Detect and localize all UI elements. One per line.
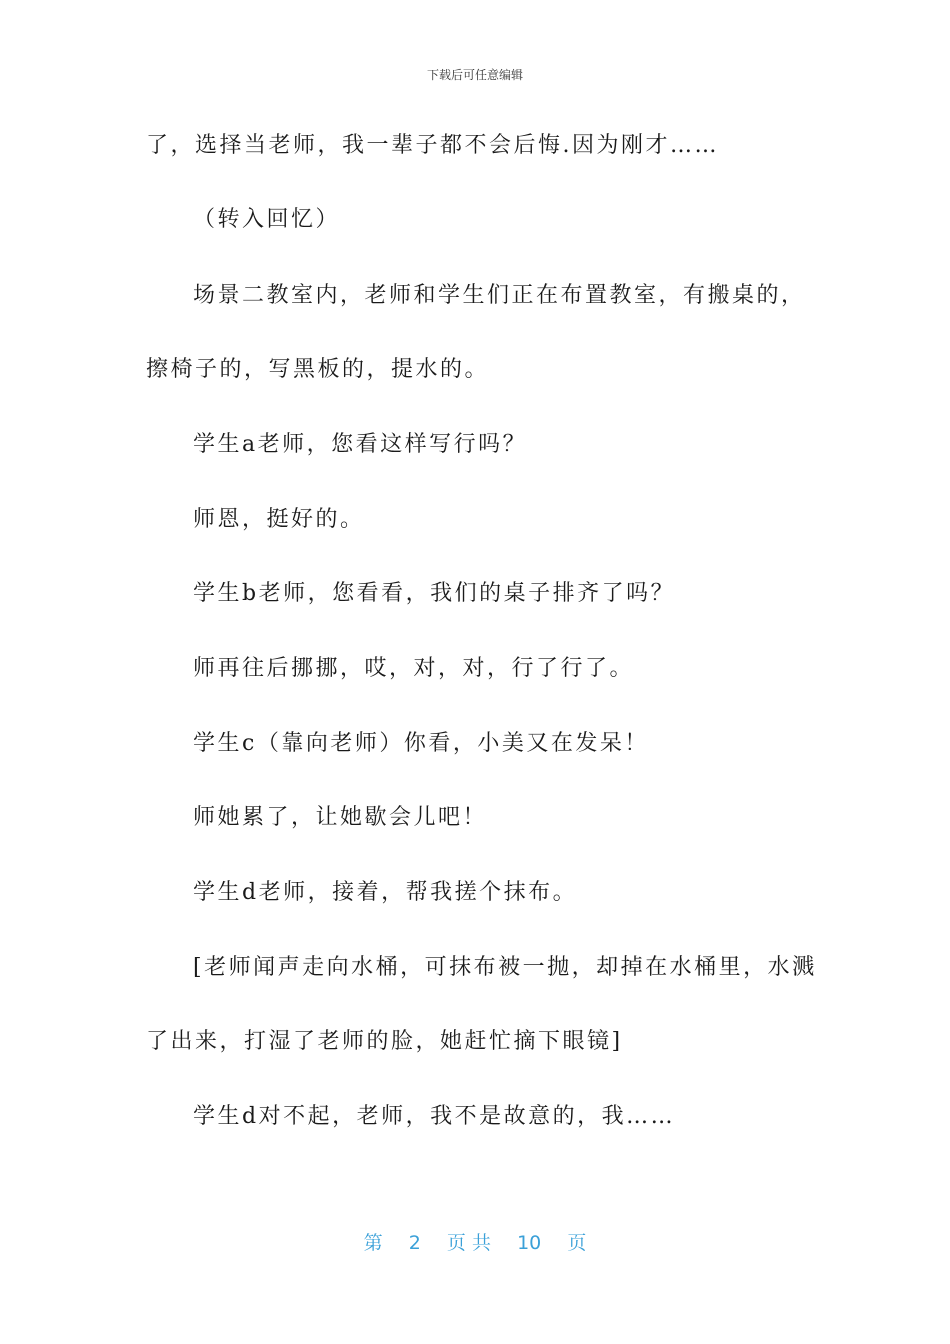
text-line: 擦椅子的，写黑板的，提水的。 (146, 357, 490, 382)
text-line: 学生a老师，您看这样写行吗？ (193, 432, 528, 457)
current-page-number: 2 (408, 1232, 421, 1254)
text-line: 学生d对不起，老师，我不是故意的，我…… (193, 1104, 676, 1129)
text-line: （转入回忆） (193, 207, 341, 232)
footer-middle: 页 共 (446, 1232, 491, 1254)
text-line: 学生c（靠向老师）你看，小美又在发呆！ (193, 731, 649, 756)
text-line: 学生d老师，接着，帮我搓个抹布。 (193, 880, 578, 905)
text-line: 师恩，挺好的。 (193, 507, 365, 532)
footer-suffix: 页 (567, 1232, 587, 1254)
page-footer (0, 1228, 950, 1255)
text-line: 了出来，打湿了老师的脸，她赶忙摘下眼镜] (146, 1029, 623, 1054)
page-header: 下载后可任意编辑 (426, 68, 523, 82)
text-line: 师再往后挪挪，哎，对，对，行了行了。 (193, 656, 635, 681)
text-line: 学生b老师，您看看，我们的桌子排齐了吗？ (193, 581, 676, 606)
text-line: 场景二教室内，老师和学生们正在布置教室，有搬桌的， (193, 283, 806, 308)
total-pages: 10 (517, 1232, 542, 1254)
text-line: 师她累了，让她歇会儿吧！ (193, 805, 488, 830)
text-line: 了，选择当老师，我一辈子都不会后悔.因为刚才…… (146, 133, 719, 158)
text-line: [老师闻声走向水桶，可抹布被一抛，却掉在水桶里，水溅 (193, 955, 817, 980)
footer-prefix: 第 (363, 1232, 383, 1254)
